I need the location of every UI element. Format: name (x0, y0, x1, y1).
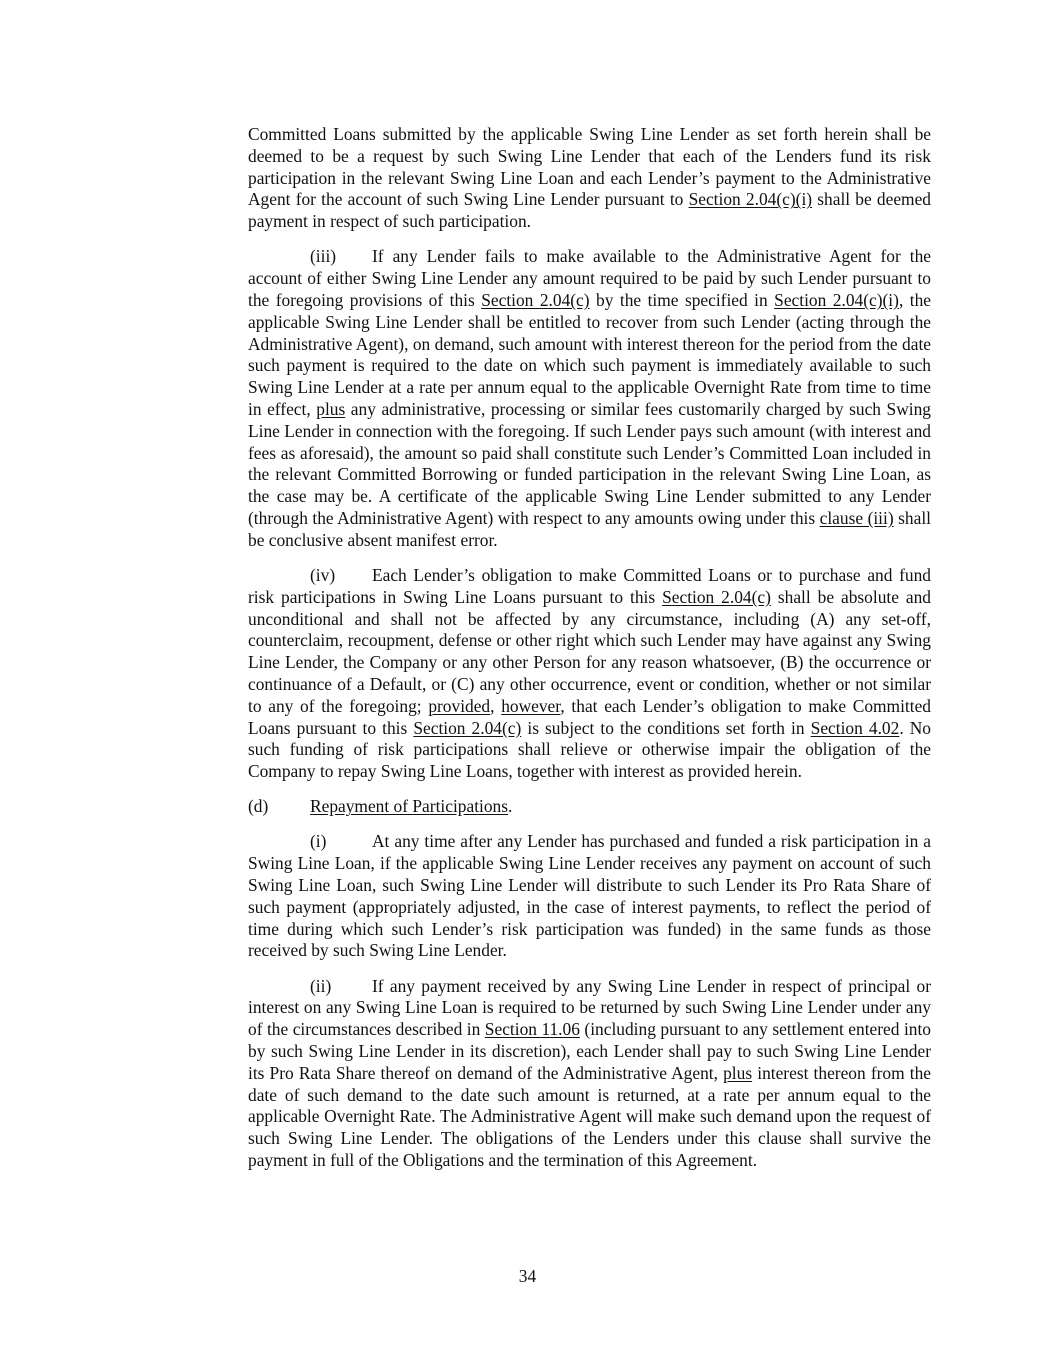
text: Each Lender’s obligation to make Committed Loans or to purchase and fund risk participations in Swing Line Loans pursuant to this (248, 564, 931, 607)
page-number: 34 (518, 1266, 537, 1286)
text: If any Lender fails to make available to the Administrative Agent for the account of either Swing Line Lender any amount required to be paid by such Lender pursuant to the foregoing provisions of this (248, 246, 931, 310)
text: any administrative, processing or similar fees customarily charged by such Swing Line Lender in connection with the foregoing. If such Lender pays such amount (with interest and fees as aforesaid), the amount so paid shall constitute such Lender’s Committed Loan included in the relevant Committed Borrowing or funded participation in the relevant Swing Line Loan, as the case may be. A certificate of the applicable Swing Line Lender submitted to any Lender (through the Administrative Agent) with respect to any amounts owing under this (248, 398, 931, 528)
paragraph-continuation (248, 124, 931, 233)
clause-number: (ii) (310, 975, 332, 996)
text: At any time after any Lender has purchased and funded a risk participation in a Swing Line Loan, if the applicable Swing Line Lender receives any payment on account of such Swing Line Loan, such Swing Line Lender will distribute to such Lender its Pro Rata Share of such payment (appropriately adjusted, in the case of interest payments, to reflect the period of time during which such Lender’s risk participation was funded) in the same funds as those received by such Swing Line Lender. (248, 831, 931, 961)
text: by the time specified in (589, 289, 775, 310)
clause-number: (iv) (310, 564, 336, 585)
emphasis-term: plus (316, 398, 346, 419)
text: . No such funding of risk participations shall relieve or otherwise impair the obligation of the Company to repay Swing Line Loans, together with interest as provided herein. (248, 717, 931, 782)
section-reference: Section 2.04(c) (413, 717, 522, 738)
paragraph-i (248, 831, 931, 962)
section-reference: Section 2.04(c)(i) (774, 289, 899, 310)
text: (including pursuant to any settlement entered into by such Swing Line Lender in its discretion), each Lender shall pay to such Swing Line Lender its Pro Rata Share thereof on demand of the Administrative Agent, (248, 1019, 932, 1083)
emphasis-term: provided (428, 695, 491, 716)
text: shall be deemed payment in respect of such participation. (248, 189, 931, 232)
subsection-title: Repayment of Participations (310, 796, 509, 817)
clause-number: (i) (310, 831, 327, 852)
section-reference: Section 11.06 (484, 1019, 580, 1040)
text: If any payment received by any Swing Line Lender in respect of principal or interest on any Swing Line Loan is required to be returned by such Swing Line Lender under any of the circumstances described in (248, 975, 931, 1040)
text: , the applicable Swing Line Lender shall be entitled to recover from such Lender (acting through the Administrative Agent), on demand, such amount with interest thereon for the period from the date such payment is required to the date on which such payment is immediately available to such Swing Line Lender at a rate per annum equal to the applicable Overnight Rate from time to time in effect, (248, 289, 931, 419)
text: is subject to the conditions set forth in (521, 717, 811, 738)
subsection-number: (d) (248, 796, 269, 817)
text: shall be conclusive absent manifest error. (248, 507, 931, 550)
clause-number: (iii) (310, 246, 337, 267)
paragraph-ii (248, 976, 931, 1172)
text: . (508, 796, 513, 817)
document-page (248, 124, 931, 1185)
paragraph-iii (248, 246, 931, 551)
section-reference: Section 2.04(c) (662, 586, 771, 607)
text: Committed Loans submitted by the applicable Swing Line Lender as set forth herein shall be deemed to be a request by such Swing Line Lender that each of the Lenders fund its risk participation in the relevant Swing Line Loan and each Lender’s payment to the Administrative Agent for the account of such Swing Line Lender pursuant to (248, 124, 931, 210)
paragraph-iv (248, 565, 931, 783)
subsection-heading-d (248, 796, 931, 818)
text: interest thereon from the date of such demand to the date such amount is returned, at a rate per annum equal to the applicable Overnight Rate. The Administrative Agent will make such demand upon the request of such Swing Line Lender. The obligations of the Lenders under this clause shall survive the payment in full of the Obligations and the termination of this Agreement. (248, 1062, 931, 1171)
text: , (490, 695, 502, 716)
emphasis-term: plus (723, 1062, 753, 1083)
clause-reference: clause (iii) (819, 507, 894, 528)
text: , that each Lender’s obligation to make Committed Loans pursuant to this (248, 695, 931, 738)
section-reference: Section 4.02 (810, 717, 900, 738)
section-reference: Section 2.04(c)(i) (688, 189, 813, 210)
section-reference: Section 2.04(c) (481, 289, 590, 310)
emphasis-term: however (501, 695, 561, 716)
text: shall be absolute and unconditional and shall not be affected by any circumstance, including (A) any set-off, counterclaim, recoupment, defense or other right which such Lender may have against any Swing Line Lender, the Company or any other Person for any reason whatsoever, (B) the occurrence or continuance of a Default, or (C) any other occurrence, event or condition, whether or not similar to any of the foregoing; (248, 586, 931, 716)
